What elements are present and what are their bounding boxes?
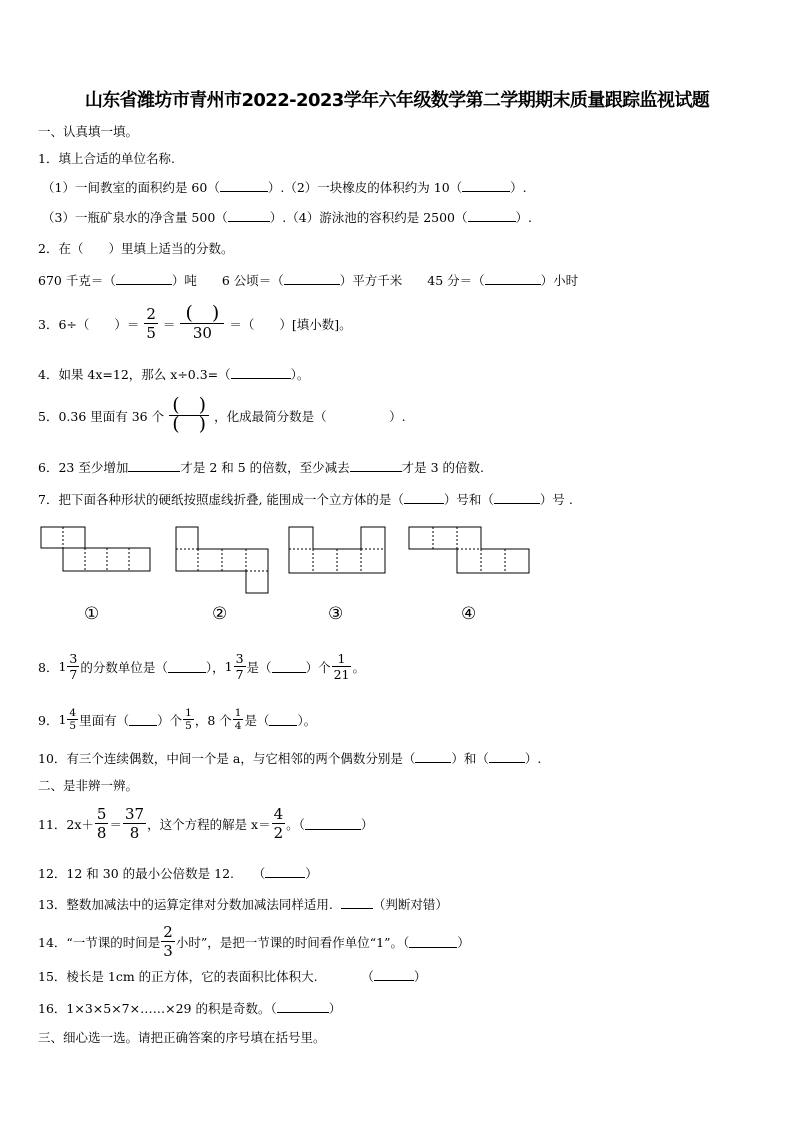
q8-text-d: 是（ [246, 659, 272, 675]
net-label-2: ② [212, 604, 228, 624]
q9-blank-1[interactable] [129, 713, 157, 726]
q11-f2-denominator: 8 [129, 824, 140, 842]
q6-text-b: 才是 2 和 5 的倍数，至少减去 [180, 460, 350, 475]
q10-blank-2[interactable] [489, 750, 525, 763]
q8-text-e: ）个 [305, 659, 331, 675]
net-label-4: ④ [461, 604, 477, 624]
q8-text-a: 8． [38, 659, 59, 675]
question-14-line [38, 923, 470, 960]
q8-f2-denominator: 7 [235, 667, 244, 682]
q14-text-c: ） [457, 934, 470, 950]
question-13-line [38, 895, 448, 913]
q16-text-a: 16．1×3×5×7×……×29 的积是奇数。（ [38, 1001, 277, 1016]
q8-text-c: ）， [205, 659, 225, 675]
q8-fraction-2 [234, 651, 246, 682]
q3-text-a: 3．6÷（ ）＝ [38, 316, 140, 332]
question-9-line [38, 707, 316, 732]
q8-whole-2: 1 [224, 659, 233, 674]
q10-text-c: ）. [524, 751, 542, 766]
q16-text-b: ） [328, 1001, 342, 1016]
net-2 [176, 527, 268, 593]
question-11-line [38, 805, 373, 842]
q6-text-a: 6．23 至少增加 [38, 460, 129, 475]
q4-text-b: ）。 [290, 367, 310, 382]
question-12-line [38, 864, 318, 882]
q8-f3-denominator: 21 [333, 667, 350, 682]
q14-text-a: 14．“一节课的时间是 [38, 934, 161, 950]
q11-f1-numerator: 5 [96, 805, 107, 823]
page-title: 山东省潍坊市青州市2022-2023学年六年级数学第二学期期末质量跟踪监视试题 [84, 90, 710, 111]
q8-f1-denominator: 7 [69, 667, 78, 682]
q9-fraction-2 [183, 707, 194, 732]
q3-f1-numerator: 2 [146, 305, 156, 323]
q9-text-b: 里面有（ [79, 712, 130, 728]
q14-denominator: 3 [163, 942, 173, 960]
q9-text-d: ，8 个 [194, 712, 232, 728]
q9-text-a: 9． [38, 712, 59, 728]
q1-text-c: ）. [510, 180, 527, 195]
q9-f3-numerator: 1 [234, 707, 242, 719]
net-1-folds [63, 527, 129, 571]
q9-f2-denominator: 5 [185, 720, 192, 732]
q13-text-a: 13．整数加减法中的运算定律对分数加减法同样适用. [38, 897, 333, 912]
q13-blank[interactable] [341, 896, 373, 909]
section-1-heading: 一、认真填一填。 [38, 124, 139, 139]
q9-fraction-3 [233, 707, 244, 732]
q9-whole-1: 1 [58, 712, 67, 727]
q3-f1-denominator: 5 [146, 324, 156, 342]
q1-text-d: （3）一瓶矿泉水的净含量 500（ [42, 210, 228, 225]
q8-fraction-3 [332, 651, 352, 682]
q14-fraction [161, 923, 175, 960]
q15-text-b: ） [413, 969, 427, 984]
q10-text-a: 10．有三个连续偶数，中间一个是 a，与它相邻的两个偶数分别是（ [38, 751, 416, 766]
net-4-outline [409, 527, 529, 573]
q9-text-e: 是（ [244, 712, 270, 728]
q6-text-c: 才是 3 的倍数. [401, 460, 485, 475]
q3-equals: ＝ [162, 316, 176, 332]
q8-f2-numerator: 3 [235, 651, 244, 666]
q11-f3-numerator: 4 [273, 805, 284, 823]
q11-fraction-2 [123, 805, 146, 842]
q3-text-b: ＝（ ）[填小数]。 [229, 316, 352, 332]
net-4-folds [433, 527, 505, 573]
q1-text-a: （1）一间教室的面积约是 60（ [42, 180, 220, 195]
question-1-heading: 1．填上合适的单位名称. [38, 151, 175, 166]
q9-f2-numerator: 1 [185, 707, 192, 719]
question-15-line [38, 967, 426, 985]
net-4 [409, 527, 529, 573]
q5-numerator-blank[interactable]: ( ) [169, 397, 209, 416]
q10-text-b: ）和（ [451, 751, 489, 766]
q12-blank[interactable] [265, 865, 305, 878]
q11-fraction-3 [272, 805, 286, 842]
question-8-line [38, 651, 365, 682]
q9-fraction-1 [67, 707, 78, 732]
q5-text-a: 5．0.36 里面有 36 个 [38, 408, 165, 424]
q11-f1-denominator: 8 [96, 824, 107, 842]
net-1 [41, 527, 150, 571]
q15-blank[interactable] [374, 968, 414, 981]
q12-text-a: 12．12 和 30 的最小公倍数是 12. （ [38, 866, 266, 881]
q8-text-f: 。 [352, 659, 365, 675]
q15-text-a: 15．棱长是 1cm 的正方体，它的表面积比体积大. （ [38, 969, 374, 984]
q14-blank[interactable] [409, 935, 457, 948]
net-label-1: ① [84, 604, 100, 624]
net-3 [289, 527, 385, 573]
net-1-outline-bottom [63, 548, 150, 571]
q5-text-b: ，化成最简分数是（ ）. [214, 408, 406, 424]
q13-text-b: （判断对错） [372, 897, 448, 912]
q14-text-b: 小时”，是把一节课的时间看作单位“1”。（ [175, 934, 410, 950]
question-10-line [38, 749, 541, 767]
q11-text-a: 11．2x＋ [38, 816, 94, 832]
q1-text-b: ）.（2）一块橡皮的体积约为 10（ [267, 180, 463, 195]
q11-f2-numerator: 37 [124, 805, 145, 823]
q2-text-d: ）小时 [540, 273, 579, 288]
question-16-line [38, 999, 341, 1017]
q9-f1-numerator: 4 [69, 707, 77, 719]
q9-f1-denominator: 5 [69, 720, 77, 732]
q11-text-b: ，这个方程的解是 x＝ [147, 816, 271, 832]
section-2-heading: 二、是非辨一辨。 [38, 778, 139, 793]
q11-text-d: ） [360, 816, 374, 832]
q9-blank-2[interactable] [269, 713, 297, 726]
q9-text-f: ）。 [297, 712, 317, 728]
q5-denominator-blank[interactable]: ( ) [172, 413, 207, 435]
q4-text-a: 4．如果 4x=12，那么 x÷0.3=（ [38, 367, 231, 382]
q8-blank-2[interactable] [272, 660, 306, 673]
q14-numerator: 2 [163, 923, 173, 941]
q3-f2-numerator-blank[interactable]: ( ) [180, 305, 224, 324]
net-2-folds [176, 549, 268, 571]
q11-text-c: 。（ [286, 816, 305, 832]
net-3-folds [289, 549, 385, 573]
q9-f3-denominator: 4 [234, 720, 242, 732]
q1-text-e: ）.（4）游泳池的容积约是 2500（ [269, 210, 468, 225]
net-2-outline [176, 527, 268, 593]
q3-f2-denominator: 30 [192, 324, 212, 342]
q1-text-f: ）. [515, 210, 532, 225]
q9-text-c: ）个 [157, 712, 183, 728]
question-2-heading: 2．在（ ）里填上适当的分数。 [38, 241, 234, 256]
q8-fraction-1 [67, 651, 79, 682]
q11-blank[interactable] [305, 817, 361, 830]
q8-blank-1[interactable] [168, 660, 206, 673]
q7-text-b: ）号和（ [443, 492, 494, 507]
net-label-3: ③ [328, 604, 344, 624]
q10-blank-1[interactable] [415, 750, 451, 763]
q11-fraction-1 [95, 805, 109, 842]
q16-blank[interactable] [277, 1000, 329, 1013]
q11-f3-denominator: 2 [273, 824, 284, 842]
q2-text-b: ）吨 6 公顷＝（ [171, 273, 284, 288]
q7-text-c: ）号 . [539, 492, 573, 507]
q7-text-a: 7．把下面各种形状的硬纸按照虚线折叠, 能围成一个立方体的是（ [38, 492, 404, 507]
q11-equals: ＝ [109, 816, 122, 832]
q12-text-b: ） [305, 866, 318, 881]
q8-text-b: 的分数单位是（ [80, 659, 168, 675]
section-3-heading: 三、细心选一选。请把正确答案的序号填在括号里。 [38, 1030, 326, 1045]
q2-text-a: 670 千克＝（ [38, 273, 116, 288]
q2-text-c: ）平方千米 45 分＝（ [339, 273, 485, 288]
q8-whole-1: 1 [58, 659, 67, 674]
q8-f1-numerator: 3 [69, 651, 78, 666]
q8-f3-numerator: 1 [332, 651, 352, 667]
